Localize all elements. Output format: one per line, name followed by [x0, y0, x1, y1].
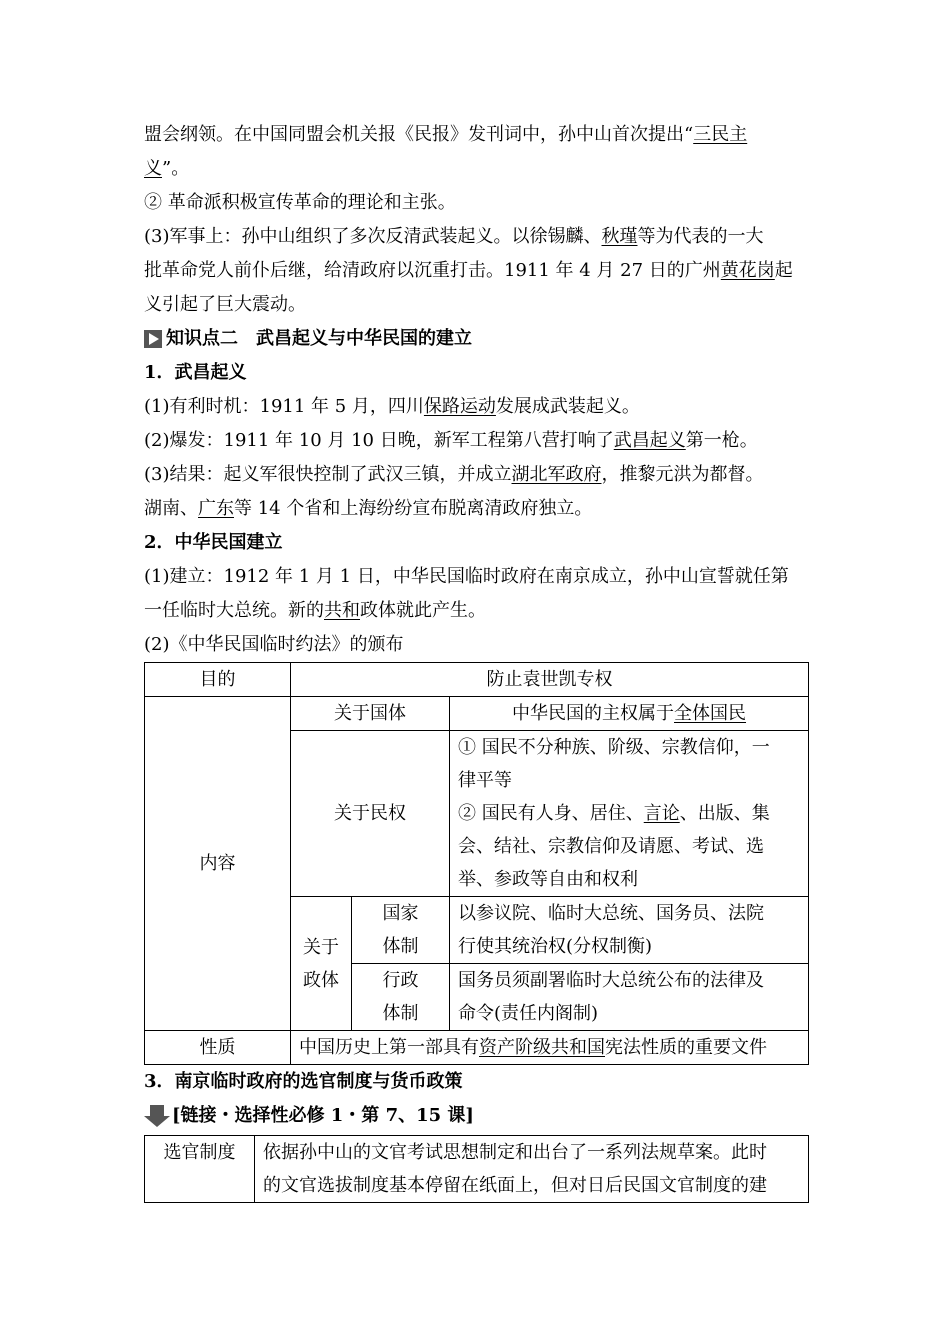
paragraph-line: [144, 152, 808, 186]
underlined-term: 全体国民: [674, 703, 747, 724]
nature-cell: [291, 1031, 809, 1065]
underlined-term: 湖北军政府: [511, 464, 602, 485]
paragraph-line: 义引起了巨大震动。: [144, 294, 306, 315]
underlined-term: 言论: [643, 803, 680, 824]
text: 体制: [382, 1003, 419, 1024]
state-label: 关于国体: [291, 697, 450, 731]
text: 的文官选拔制度基本停留在纸面上，但对日后民国文官制度的建: [263, 1175, 767, 1196]
paragraph-line: [144, 220, 808, 254]
content-label: 内容: [145, 697, 291, 1031]
subheading: 2．中华民国建立: [144, 532, 283, 553]
text: 命令(责任内阁制): [458, 1003, 599, 1024]
table-row: [145, 1136, 809, 1203]
text: 举、参政等自由和权利: [458, 869, 638, 890]
link-reference: [链接・选择性必修 1・第 7、15 课]: [172, 1105, 474, 1126]
link-line: [144, 1099, 808, 1133]
underlined-term: 资产阶级共和国: [479, 1037, 605, 1058]
text: 、出版、集: [679, 803, 770, 824]
text: ”。: [162, 158, 190, 179]
underlined-term: 三民主: [693, 124, 748, 145]
play-triangle-icon: [144, 330, 162, 348]
text: 政体: [303, 969, 339, 991]
text: 盟会纲领。在中国同盟会机关报《民报》发刊词中，孙中山首次提出“: [144, 124, 694, 145]
section-heading: [144, 322, 808, 356]
table-row: [145, 697, 809, 731]
underlined-term: 保路运动: [423, 396, 496, 417]
subheading: 1．武昌起义: [144, 362, 247, 383]
table-row: [145, 663, 809, 697]
paragraph-line: (2)《中华民国临时约法》的颁布: [144, 634, 404, 655]
text: ① 国民不分种族、阶级、宗教信仰，一: [458, 737, 770, 758]
underlined-term: 共和: [324, 600, 360, 621]
document-page: [144, 118, 808, 1203]
underlined-term: 义: [144, 158, 162, 179]
section-title: 知识点二 武昌起义与中华民国的建立: [166, 328, 472, 349]
state-system-label: [352, 897, 450, 964]
gov-label: [291, 897, 352, 1031]
paragraph-line: [144, 390, 808, 424]
text: 等 14 个省和上海纷纷宣布脱离清政府独立。: [234, 498, 593, 519]
underlined-term: 黄花岗: [720, 260, 775, 281]
state-system-cell: [450, 897, 809, 964]
purpose-cell: 防止袁世凯专权: [291, 663, 809, 697]
text: 会、结社、宗教信仰及请愿、考试、选: [458, 836, 764, 857]
text: ，推黎元洪为都督。: [601, 464, 764, 485]
state-cell: [450, 697, 809, 731]
text: 律平等: [458, 770, 512, 791]
paragraph-line: [144, 492, 808, 526]
exec-system-cell: [450, 964, 809, 1031]
text: (3)结果：起义军很快控制了武汉三镇，并成立: [144, 464, 512, 485]
paragraph-line: [144, 424, 808, 458]
selection-cell: [255, 1136, 809, 1203]
subheading: 3．南京临时政府的选官制度与货币政策: [144, 1071, 463, 1092]
text: 发展成武装起义。: [495, 396, 640, 417]
table-row: [145, 1031, 809, 1065]
text: 国务员须副署临时大总统公布的法律及: [458, 970, 764, 991]
text: 宪法性质的重要文件: [605, 1037, 767, 1058]
text: 依据孙中山的文官考试思想制定和出台了一系列法规草案。此时: [263, 1142, 767, 1163]
exec-system-label: [352, 964, 450, 1031]
paragraph-line: [144, 458, 808, 492]
rights-cell: [450, 731, 809, 897]
selection-table: [144, 1135, 809, 1203]
purpose-label: 目的: [145, 663, 291, 697]
text: 第一枪。: [685, 430, 758, 451]
text: 关于: [303, 936, 339, 958]
constitution-table: [144, 662, 809, 1065]
paragraph-line: (1)建立：1912 年 1 月 1 日，中华民国临时政府在南京成立，孙中山宣誓就任第: [144, 566, 789, 587]
text: 行使其统治权(分权制衡): [458, 936, 653, 957]
text: 起: [774, 260, 793, 281]
underlined-term: 广东: [198, 498, 234, 519]
paragraph-line: [144, 118, 808, 152]
text: 等为代表的一大: [637, 226, 764, 247]
text: 行政: [382, 970, 419, 991]
text: 中国历史上第一部具有: [299, 1037, 479, 1058]
nature-label: 性质: [145, 1031, 291, 1065]
text: 一任临时大总统。新的: [144, 600, 324, 621]
text: (2)爆发：1911 年 10 月 10 日晚，新军工程第八营打响了: [144, 430, 614, 451]
rights-label: 关于民权: [291, 731, 450, 897]
paragraph-line: [144, 594, 808, 628]
text: ② 国民有人身、居住、: [458, 803, 644, 824]
text: 湖南、: [144, 498, 198, 519]
down-arrow-icon: [144, 1105, 170, 1127]
text: 以参议院、临时大总统、国务员、法院: [458, 903, 764, 924]
underlined-term: 秋瑾: [601, 226, 638, 247]
text: (1)有利时机：1911 年 5 月，四川: [144, 396, 424, 417]
underlined-term: 武昌起义: [613, 430, 686, 451]
text: 政体就此产生。: [360, 600, 486, 621]
paragraph-line: ② 革命派积极宣传革命的理论和主张。: [144, 192, 456, 213]
text: 国家: [382, 903, 419, 924]
text: 中华民国的主权属于: [512, 703, 675, 724]
text-line: [458, 797, 800, 830]
paragraph-line: [144, 254, 808, 288]
text: 体制: [382, 936, 419, 957]
selection-label: 选官制度: [145, 1136, 255, 1203]
text: 批革命党人前仆后继，给清政府以沉重打击。1911 年 4 月 27 日的广州: [144, 260, 721, 281]
text: (3)军事上：孙中山组织了多次反清武装起义。以徐锡麟、: [144, 226, 602, 247]
